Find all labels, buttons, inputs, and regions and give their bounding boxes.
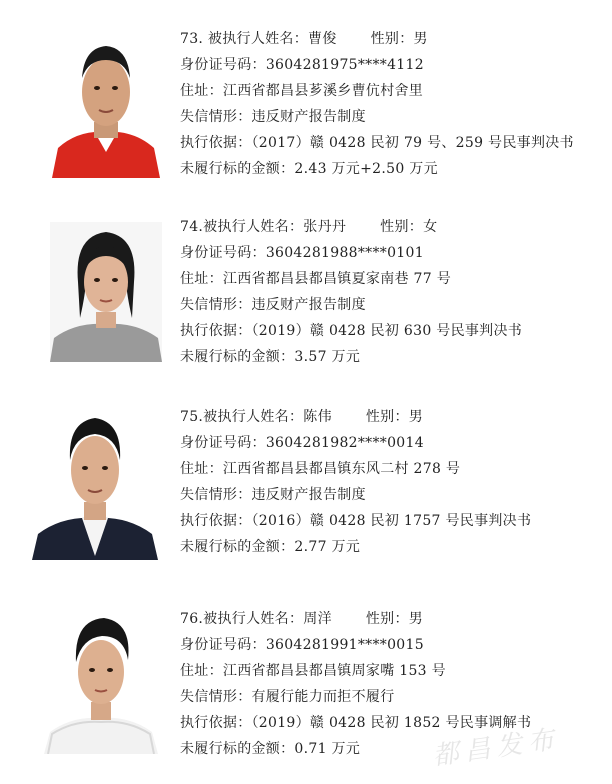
amount-line [180, 344, 522, 370]
id-line [180, 632, 531, 658]
id-line [180, 240, 522, 266]
amount-label: 未履行标的金额： [180, 349, 295, 365]
basis-line [180, 130, 574, 156]
address-line [180, 78, 574, 104]
situation-line [180, 684, 531, 710]
basis-label: 执行依据： [180, 513, 252, 529]
basis-line [180, 508, 531, 534]
person-name: 张丹丹 [303, 219, 347, 235]
situation-label: 失信情形： [180, 109, 252, 125]
name-gender-line [180, 26, 574, 52]
person-name: 曹俊 [308, 31, 337, 47]
portrait-photo-76 [44, 610, 158, 754]
gender-value: 男 [413, 31, 428, 47]
situation-line [180, 292, 522, 318]
person-name: 周洋 [303, 611, 332, 627]
address-line [180, 266, 522, 292]
basis-value: （2016）赣 0428 民初 1757 号民事判决书 [251, 513, 532, 529]
id-number: 3604281982****0014 [265, 435, 424, 451]
portrait-photo-74 [50, 222, 162, 362]
address-value: 江西省都昌县芗溪乡曹伉村舍里 [222, 83, 424, 99]
gender-value: 男 [408, 409, 424, 425]
name-gender-line [180, 606, 531, 632]
situation-label: 失信情形： [180, 487, 252, 503]
basis-value: （2019）赣 0428 民初 1852 号民事调解书 [251, 715, 532, 731]
situation-line [180, 104, 574, 130]
name-gender-line [180, 214, 522, 240]
id-line [180, 52, 574, 78]
amount-value: 2.77 万元 [294, 539, 361, 555]
amount-label: 未履行标的金额： [180, 741, 295, 757]
basis-line [180, 710, 531, 736]
person-portrait-image [32, 406, 158, 560]
watermark: 都昌发布 [430, 724, 562, 772]
situation-value: 违反财产报告制度 [251, 297, 366, 313]
person-portrait-image [50, 222, 162, 362]
address-label: 住址： [180, 461, 223, 477]
basis-value: （2019）赣 0428 民初 630 号民事判决书 [251, 323, 523, 339]
gender-label: 性别： [380, 219, 424, 235]
name-gender-line [180, 404, 531, 430]
basis-line [180, 318, 522, 344]
amount-label: 未履行标的金额： [180, 161, 295, 177]
address-label: 住址： [180, 271, 223, 287]
person-portrait-image [50, 30, 162, 178]
basis-label: 执行依据： [180, 323, 252, 339]
name-label: 76.被执行人姓名： [180, 611, 304, 627]
amount-line [180, 736, 531, 762]
id-label: 身份证号码： [180, 637, 266, 653]
name-label: 73. 被执行人姓名： [180, 31, 309, 47]
amount-label: 未履行标的金额： [180, 539, 295, 555]
address-label: 住址： [180, 663, 223, 679]
address-line [180, 658, 531, 684]
address-label: 住址： [180, 83, 223, 99]
situation-value: 违反财产报告制度 [251, 109, 366, 125]
address-line [180, 456, 531, 482]
id-number: 3604281975****4112 [265, 57, 424, 73]
id-number: 3604281991****0015 [265, 637, 424, 653]
basis-label: 执行依据： [180, 715, 252, 731]
name-label: 74.被执行人姓名： [180, 219, 304, 235]
gender-value: 女 [423, 219, 438, 235]
basis-label: 执行依据： [180, 135, 252, 151]
portrait-photo-73 [50, 30, 162, 178]
situation-value: 有履行能力而拒不履行 [251, 689, 395, 705]
amount-value: 0.71 万元 [294, 741, 361, 757]
portrait-photo-75 [32, 406, 158, 560]
basis-value: （2017）赣 0428 民初 79 号、259 号民事判决书 [251, 135, 574, 151]
id-number: 3604281988****0101 [265, 245, 424, 261]
amount-line [180, 156, 574, 182]
id-label: 身份证号码： [180, 57, 266, 73]
address-value: 江西省都昌县都昌镇周家嘴 153 号 [222, 663, 446, 679]
amount-line [180, 534, 531, 560]
situation-label: 失信情形： [180, 297, 252, 313]
situation-label: 失信情形： [180, 689, 252, 705]
gender-label: 性别： [370, 31, 414, 47]
address-value: 江西省都昌县都昌镇夏家南巷 77 号 [222, 271, 452, 287]
person-portrait-image [44, 610, 158, 754]
situation-line [180, 482, 531, 508]
situation-value: 违反财产报告制度 [251, 487, 366, 503]
id-line [180, 430, 531, 456]
amount-value: 2.43 万元+2.50 万元 [294, 161, 438, 177]
amount-value: 3.57 万元 [294, 349, 361, 365]
gender-label: 性别： [365, 611, 409, 627]
id-label: 身份证号码： [180, 245, 266, 261]
name-label: 75.被执行人姓名： [180, 409, 304, 425]
gender-label: 性别： [365, 409, 409, 425]
person-name: 陈伟 [303, 409, 332, 425]
address-value: 江西省都昌县都昌镇东风二村 278 号 [222, 461, 461, 477]
id-label: 身份证号码： [180, 435, 266, 451]
gender-value: 男 [408, 611, 424, 627]
